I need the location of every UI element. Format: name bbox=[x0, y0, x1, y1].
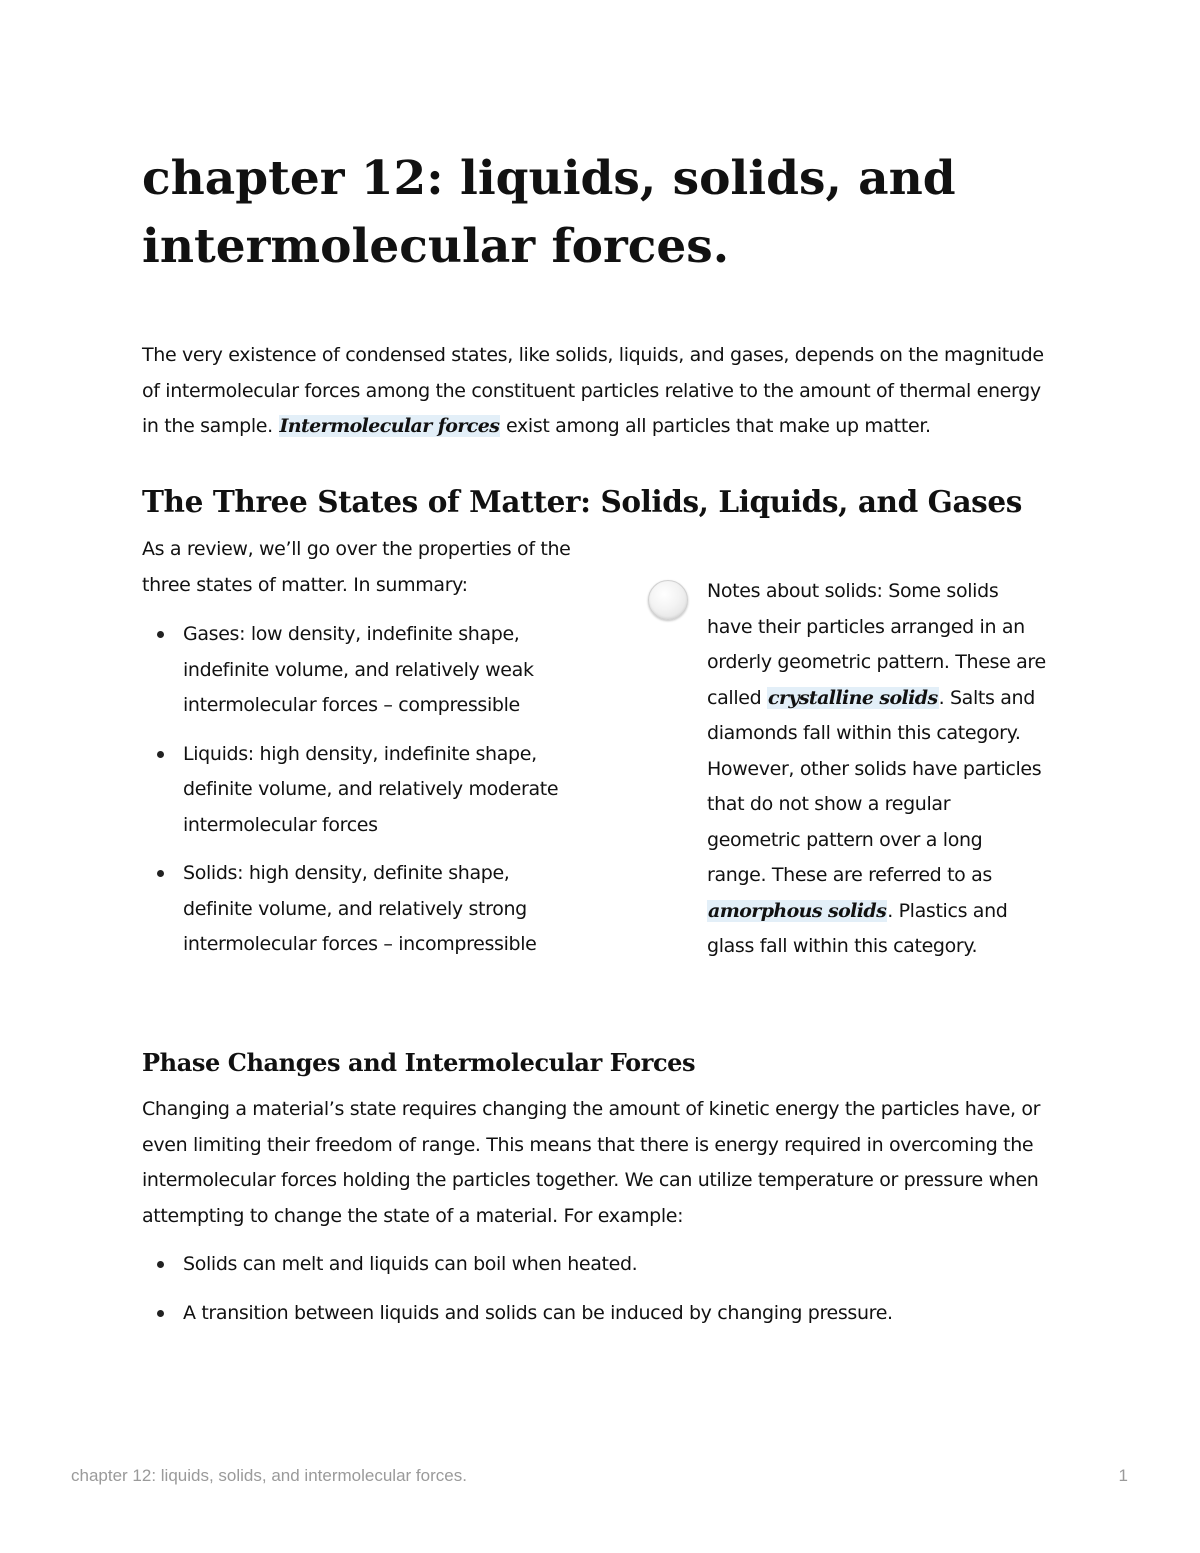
white-circle-icon bbox=[648, 580, 688, 620]
page-title: chapter 12: liquids, solids, and intermolecular forces. bbox=[142, 151, 956, 274]
intro-text: The very existence of condensed states, like solids, liquids, and gases, depends on the magnitude of intermolecular forces among the constituent particles relative to the amount of thermal energy in the sample. bbox=[142, 344, 1044, 437]
term-amorphous-solids: amorphous solids bbox=[708, 899, 887, 922]
intro-text-end: exist among all particles that make up matter. bbox=[500, 415, 931, 437]
list-item-melt-boil bbox=[142, 1247, 1062, 1283]
bullet-icon bbox=[157, 1261, 164, 1268]
bullet-icon bbox=[157, 631, 164, 638]
callout-text: . Salts and diamonds fall within this category. However, other solids have particles that do not show a regular geometric pattern over a long range. These are referred to as bbox=[707, 686, 1042, 886]
section-heading-states: The Three States of Matter: Solids, Liquids, and Gases bbox=[142, 484, 1022, 519]
intro-paragraph bbox=[142, 338, 1062, 445]
list-item-solids bbox=[142, 856, 582, 963]
list-item-pressure-transition bbox=[142, 1296, 1062, 1332]
list-item-text: Gases: low density, indefinite shape, indefinite volume, and relatively weak intermolecular forces – compressible bbox=[183, 623, 534, 716]
states-list bbox=[142, 617, 582, 976]
list-item-text: Solids: high density, definite shape, definite volume, and relatively strong intermolecular forces – incompressible bbox=[183, 862, 537, 955]
list-item-text: A transition between liquids and solids can be induced by changing pressure. bbox=[183, 1301, 893, 1324]
bullet-icon bbox=[157, 1310, 164, 1317]
term-crystalline-solids: crystalline solids bbox=[768, 686, 938, 709]
callout-text: Notes about solids: Some solids have their particles arranged in an orderly geometric pattern. These are called bbox=[707, 580, 1046, 709]
list-item-text: Liquids: high density, indefinite shape, definite volume, and relatively moderate intermolecular forces bbox=[183, 742, 559, 836]
term-intermolecular-forces: Intermolecular forces bbox=[279, 415, 500, 437]
list-item-liquids bbox=[142, 737, 582, 844]
phase-paragraph: Changing a material’s state requires changing the amount of kinetic energy the particles have, or even limiting their freedom of range. This means that there is energy required in overcoming the intermolecular forces holding the particles together. We can utilize temperature or pressure when attempting to change the state of a material. For example: bbox=[142, 1098, 1041, 1227]
list-item-text: Solids can melt and liquids can boil when heated. bbox=[183, 1253, 638, 1275]
phase-examples-list bbox=[142, 1247, 1062, 1344]
states-lead-paragraph: As a review, we’ll go over the properties of the three states of matter. In summary: bbox=[142, 538, 571, 596]
section-heading-phase-changes: Phase Changes and Intermolecular Forces bbox=[142, 1048, 696, 1077]
bullet-icon bbox=[157, 870, 164, 877]
footer-title: chapter 12: liquids, solids, and intermolecular forces. bbox=[71, 1466, 467, 1485]
page-number: 1 bbox=[1118, 1466, 1128, 1485]
solids-callout bbox=[707, 574, 1047, 965]
callout-text: . Plastics and glass fall within this category. bbox=[707, 899, 1008, 957]
list-item-gases bbox=[142, 617, 582, 724]
bullet-icon bbox=[157, 751, 164, 758]
